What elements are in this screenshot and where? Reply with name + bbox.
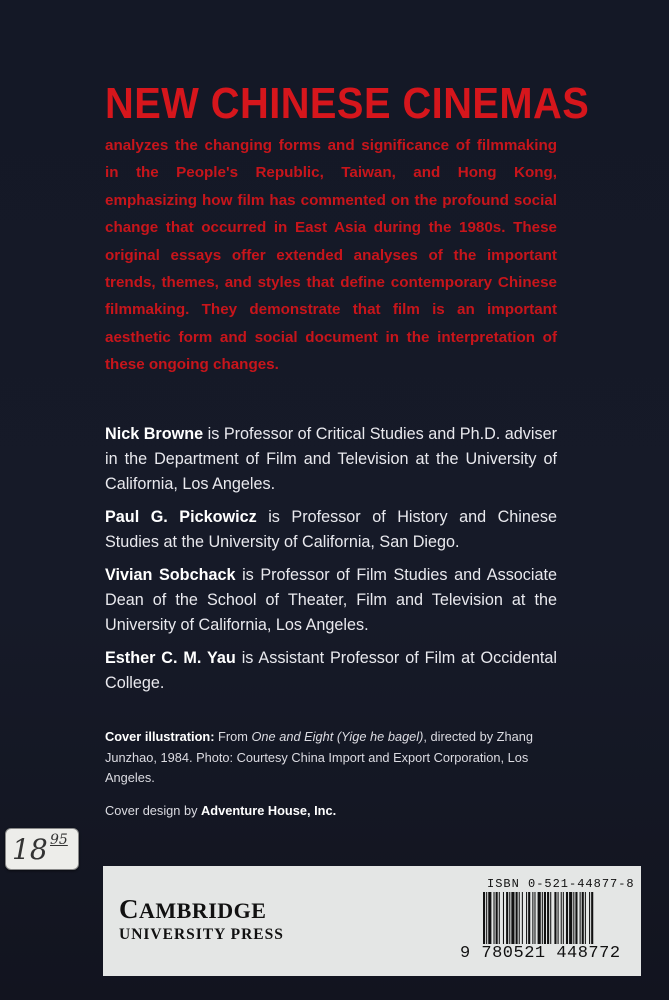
credit-from: From [214,729,252,744]
author-name: Esther C. M. Yau [105,649,236,667]
price-dollars: 18 [12,833,48,866]
barcode [483,892,631,944]
author-name: Vivian Sobchack [105,566,236,584]
book-blurb: analyzes the changing forms and significance of filmmaking in the People's Republic, Taiwan, and Hong Kong, emphasizing how film has commented on the profound social change that occurred in East Asia during the 1980s. These original essays offer extended analyses of the important trends, themes, and styles that define contemporary Chinese filmmaking. They demonstrate that film is an important aesthetic form and social document in the interpretation of these ongoing changes. [105,137,557,374]
author-description: is Professor of Film Studies and Associate Dean of the School of Theater, Film and Television at the University of California, Los Angeles. [105,566,557,634]
author-description: is Professor of History and Chinese Studies at the University of California, San Diego. [105,508,557,551]
publisher-initial: C [119,894,139,924]
publisher-name [119,894,266,925]
price-cents: 95 [50,832,68,848]
author-bio [105,646,557,696]
author-bio [105,422,557,497]
author-description: is Professor of Critical Studies and Ph.D. adviser in the Department of Film and Television at the University of California, Los Angeles. [105,425,557,493]
author-bio [105,563,557,638]
publisher-subtitle: UNIVERSITY PRESS [119,926,284,943]
cover-design-credit [105,801,557,822]
publisher-name-rest: AMBRIDGE [139,898,267,923]
author-description: is Assistant Professor of Film at Occidental College. [105,649,557,692]
price-sticker [5,828,79,870]
designer-name: Adventure House, Inc. [201,802,337,818]
book-title: NEW CHINESE CINEMAS [105,79,590,128]
credit-details: , directed by Zhang Junzhao, 1984. Photo: Courtesy China Import and Export Corporation, Los Angeles. [105,729,533,785]
publisher-panel [103,866,641,976]
cover-credits [105,727,557,833]
cover-illustration-credit [105,727,557,789]
film-title: One and Eight (Yige he bagel) [251,729,424,744]
author-name: Nick Browne [105,425,204,443]
author-bio [105,505,557,555]
author-name: Paul G. Pickowicz [105,508,257,526]
barcode-digits: 9 780521 448772 [460,944,621,963]
credit-label: Cover illustration: [105,729,215,744]
design-prefix: Cover design by [105,802,202,818]
author-bios [105,422,557,704]
isbn-label: ISBN 0-521-44877-8 [487,877,635,891]
